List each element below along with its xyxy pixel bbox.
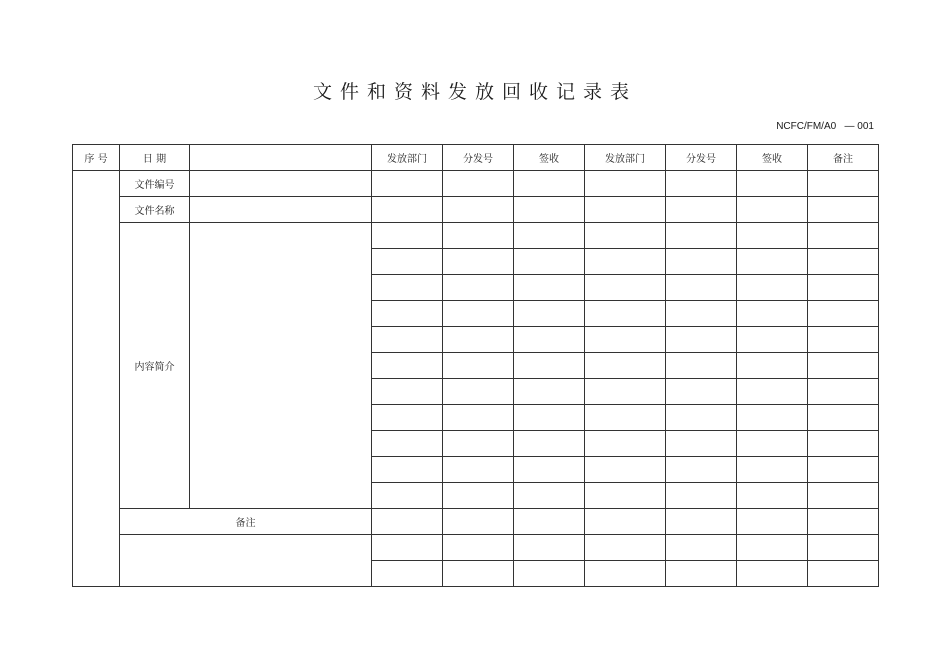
entry-cell[interactable] xyxy=(372,223,443,249)
entry-cell[interactable] xyxy=(737,483,808,509)
entry-cell[interactable] xyxy=(514,171,585,197)
entry-cell[interactable] xyxy=(372,327,443,353)
entry-cell[interactable] xyxy=(666,223,737,249)
entry-cell[interactable] xyxy=(666,353,737,379)
distribution-record-table xyxy=(72,144,879,587)
entry-cell[interactable] xyxy=(666,171,737,197)
entry-cell[interactable] xyxy=(585,327,666,353)
entry-cell[interactable] xyxy=(666,275,737,301)
date-value-cell[interactable] xyxy=(190,145,372,171)
entry-cell[interactable] xyxy=(443,249,514,275)
entry-cell[interactable] xyxy=(514,405,585,431)
entry-cell[interactable] xyxy=(514,509,585,535)
date-header: 日 期 xyxy=(120,145,190,171)
entry-cell[interactable] xyxy=(808,457,879,483)
entry-cell[interactable] xyxy=(372,353,443,379)
entry-cell[interactable] xyxy=(808,223,879,249)
entry-cell[interactable] xyxy=(808,535,879,561)
entry-cell[interactable] xyxy=(737,327,808,353)
entry-cell[interactable] xyxy=(585,431,666,457)
entry-cell[interactable] xyxy=(514,535,585,561)
entry-cell[interactable] xyxy=(372,535,443,561)
entry-cell[interactable] xyxy=(585,223,666,249)
entry-cell[interactable] xyxy=(372,379,443,405)
file-number-row xyxy=(73,171,879,197)
file-name-value-cell[interactable] xyxy=(190,197,372,223)
summary-row xyxy=(73,223,879,249)
entry-cell[interactable] xyxy=(666,457,737,483)
entry-cell[interactable] xyxy=(514,431,585,457)
entry-cell[interactable] xyxy=(443,301,514,327)
entry-cell[interactable] xyxy=(737,509,808,535)
header-row xyxy=(73,145,879,171)
entry-cell[interactable] xyxy=(443,509,514,535)
remark-content-cell[interactable] xyxy=(120,535,372,587)
entry-cell[interactable] xyxy=(808,275,879,301)
summary-value-cell[interactable] xyxy=(190,223,372,509)
entry-cell[interactable] xyxy=(514,327,585,353)
entry-cell[interactable] xyxy=(666,561,737,587)
entry-cell[interactable] xyxy=(514,483,585,509)
seq-cell[interactable] xyxy=(73,171,120,587)
entry-cell[interactable] xyxy=(443,171,514,197)
entry-cell[interactable] xyxy=(585,457,666,483)
entry-cell[interactable] xyxy=(372,483,443,509)
sign-header-2: 签收 xyxy=(737,145,808,171)
dept-header-2: 发放部门 xyxy=(585,145,666,171)
entry-cell[interactable] xyxy=(737,353,808,379)
entry-cell[interactable] xyxy=(666,509,737,535)
entry-cell[interactable] xyxy=(808,249,879,275)
entry-cell[interactable] xyxy=(443,197,514,223)
entry-cell[interactable] xyxy=(585,535,666,561)
entry-cell[interactable] xyxy=(372,171,443,197)
entry-cell[interactable] xyxy=(585,379,666,405)
entry-cell[interactable] xyxy=(737,223,808,249)
entry-cell[interactable] xyxy=(372,249,443,275)
entry-cell[interactable] xyxy=(666,327,737,353)
file-name-row xyxy=(73,197,879,223)
sign-header-1: 签收 xyxy=(514,145,585,171)
entry-cell[interactable] xyxy=(514,561,585,587)
entry-cell[interactable] xyxy=(443,483,514,509)
entry-cell[interactable] xyxy=(514,249,585,275)
entry-cell[interactable] xyxy=(443,431,514,457)
entry-cell[interactable] xyxy=(585,509,666,535)
entry-cell[interactable] xyxy=(737,275,808,301)
entry-cell[interactable] xyxy=(737,301,808,327)
entry-cell[interactable] xyxy=(443,353,514,379)
entry-cell[interactable] xyxy=(443,223,514,249)
entry-cell[interactable] xyxy=(666,483,737,509)
entry-cell[interactable] xyxy=(585,275,666,301)
entry-cell[interactable] xyxy=(372,405,443,431)
entry-cell[interactable] xyxy=(443,405,514,431)
entry-cell[interactable] xyxy=(514,353,585,379)
entry-cell[interactable] xyxy=(514,223,585,249)
entry-cell[interactable] xyxy=(666,379,737,405)
file-name-label: 文件名称 xyxy=(120,197,190,223)
entry-cell[interactable] xyxy=(737,249,808,275)
entry-cell[interactable] xyxy=(443,457,514,483)
entry-cell[interactable] xyxy=(514,379,585,405)
form-title: 文件和资料发放回收记录表 xyxy=(312,81,637,103)
entry-cell[interactable] xyxy=(808,197,879,223)
entry-cell[interactable] xyxy=(737,171,808,197)
entry-cell[interactable] xyxy=(514,301,585,327)
entry-cell[interactable] xyxy=(737,535,808,561)
entry-cell[interactable] xyxy=(808,509,879,535)
entry-cell[interactable] xyxy=(666,431,737,457)
summary-label: 内容简介 xyxy=(120,223,190,509)
entry-cell[interactable] xyxy=(808,483,879,509)
entry-cell[interactable] xyxy=(514,457,585,483)
entry-cell[interactable] xyxy=(514,197,585,223)
entry-cell[interactable] xyxy=(372,197,443,223)
entry-cell[interactable] xyxy=(443,327,514,353)
remark-header: 备注 xyxy=(808,145,879,171)
entry-cell[interactable] xyxy=(808,301,879,327)
copy-number-header-2: 分发号 xyxy=(666,145,737,171)
entry-cell[interactable] xyxy=(585,561,666,587)
entry-cell[interactable] xyxy=(585,171,666,197)
entry-cell[interactable] xyxy=(737,431,808,457)
entry-cell[interactable] xyxy=(585,405,666,431)
entry-cell[interactable] xyxy=(585,249,666,275)
entry-cell[interactable] xyxy=(808,431,879,457)
entry-cell[interactable] xyxy=(372,561,443,587)
entry-cell[interactable] xyxy=(443,275,514,301)
entry-cell[interactable] xyxy=(737,457,808,483)
entry-cell[interactable] xyxy=(808,353,879,379)
file-number-label: 文件编号 xyxy=(120,171,190,197)
form-code: NCFC/FM/A0 — 001 xyxy=(776,121,874,132)
entry-cell[interactable] xyxy=(372,509,443,535)
dept-header-1: 发放部门 xyxy=(372,145,443,171)
entry-cell[interactable] xyxy=(372,275,443,301)
entry-cell[interactable] xyxy=(737,197,808,223)
entry-cell[interactable] xyxy=(585,353,666,379)
entry-cell[interactable] xyxy=(808,379,879,405)
entry-cell[interactable] xyxy=(372,301,443,327)
entry-cell[interactable] xyxy=(737,561,808,587)
entry-cell[interactable] xyxy=(443,535,514,561)
entry-cell[interactable] xyxy=(666,197,737,223)
entry-cell[interactable] xyxy=(372,431,443,457)
seq-header: 序 号 xyxy=(73,145,120,171)
entry-cell[interactable] xyxy=(585,483,666,509)
entry-cell[interactable] xyxy=(808,561,879,587)
remark-label-row xyxy=(73,509,879,535)
entry-cell[interactable] xyxy=(666,535,737,561)
entry-cell[interactable] xyxy=(808,171,879,197)
entry-cell[interactable] xyxy=(808,405,879,431)
remark-label: 备注 xyxy=(120,509,372,535)
entry-cell[interactable] xyxy=(666,249,737,275)
entry-cell[interactable] xyxy=(585,301,666,327)
entry-cell[interactable] xyxy=(737,405,808,431)
file-number-value-cell[interactable] xyxy=(190,171,372,197)
entry-cell[interactable] xyxy=(666,405,737,431)
entry-cell[interactable] xyxy=(372,457,443,483)
entry-cell[interactable] xyxy=(737,379,808,405)
copy-number-header-1: 分发号 xyxy=(443,145,514,171)
entry-cell[interactable] xyxy=(808,327,879,353)
entry-cell[interactable] xyxy=(443,561,514,587)
entry-cell[interactable] xyxy=(666,301,737,327)
entry-cell[interactable] xyxy=(443,379,514,405)
remark-content-row xyxy=(73,535,879,561)
entry-cell[interactable] xyxy=(585,197,666,223)
entry-cell[interactable] xyxy=(514,275,585,301)
